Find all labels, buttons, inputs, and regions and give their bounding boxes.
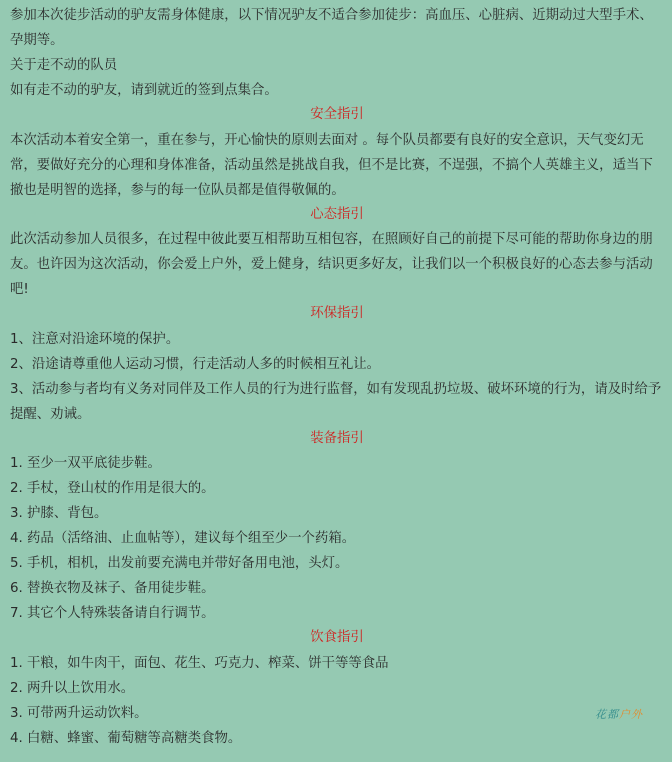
- intro-health-notice: 参加本次徒步活动的驴友需身体健康，以下情况驴友不适合参加徒步：高血压、心脏病、近期动过大型手术、孕期等。: [10, 8, 653, 48]
- intro-slow-member-notice: 如有走不动的驴友，请到就近的签到点集合。: [10, 83, 278, 98]
- gear-item: 6. 替换衣物及袜子、备用徒步鞋。: [10, 581, 215, 596]
- gear-item: 1. 至少一双平底徒步鞋。: [10, 456, 161, 471]
- gear-item: 7. 其它个人特殊装备请自行调节。: [10, 606, 215, 621]
- eco-item: 3、活动参与者均有义务对同伴及工作人员的行为进行监督，如有发现乱扔垃圾、破坏环境的行为，请及时给予提醒、劝诫。: [10, 381, 662, 422]
- gear-item: 5. 手机，相机，出发前要充满电并带好备用电池，头灯。: [10, 556, 349, 571]
- eco-item: 2、沿途请尊重他人运动习惯，行走活动人多的时候相互礼让。: [10, 356, 381, 372]
- food-item: 4. 白糖、蜂蜜、葡萄糖等高糖类食物。: [10, 730, 242, 746]
- food-item: 3. 可带两升运动饮料。: [10, 705, 148, 721]
- gear-item: 3. 护膝、背包。: [10, 506, 108, 521]
- gear-item: 4. 药品（活络油、止血帖等），建议每个组至少一个药箱。: [10, 531, 356, 546]
- intro-slow-member-title: 关于走不动的队员: [10, 58, 118, 73]
- gear-heading: 装备指引: [310, 430, 364, 446]
- watermark-logo: [595, 706, 643, 722]
- watermark-text-part1: 花都: [595, 708, 619, 721]
- safety-heading: 安全指引: [310, 107, 364, 122]
- safety-paragraph: 本次活动本着安全第一，重在参与，开心愉快的原则去面对 。每个队员都要有良好的安全意识，天气变幻无常，要做好充分的心理和身体准备，活动虽然是挑战自我，但不是比赛，不逞强，不搞个人英雄主义，适当下撤也是明智的选择，参与的每一位队员都是值得敬佩的。: [10, 132, 653, 198]
- food-item: 1. 干粮，如牛肉干，面包、花生、巧克力、榨菜、饼干等等食品: [10, 655, 389, 671]
- gear-item: 2. 手杖，登山杖的作用是很大的。: [10, 481, 215, 496]
- document-body: [10, 3, 664, 751]
- mindset-paragraph: 此次活动参加人员很多，在过程中彼此要互相帮助互相包容，在照顾好自己的前提下尽可能的帮助你身边的朋友。也许因为这次活动，你会爱上户外，爱上健身，结识更多好友，让我们以一个积极良好的心态去参与活动吧!: [10, 232, 653, 297]
- eco-item: 1、注意对沿途环境的保护。: [10, 331, 180, 347]
- food-heading: 饮食指引: [310, 630, 364, 645]
- food-item: 2. 两升以上饮用水。: [10, 680, 135, 696]
- eco-heading: 环保指引: [310, 306, 364, 321]
- mindset-heading: 心态指引: [310, 206, 364, 222]
- watermark-text-part2: 户外: [619, 708, 643, 721]
